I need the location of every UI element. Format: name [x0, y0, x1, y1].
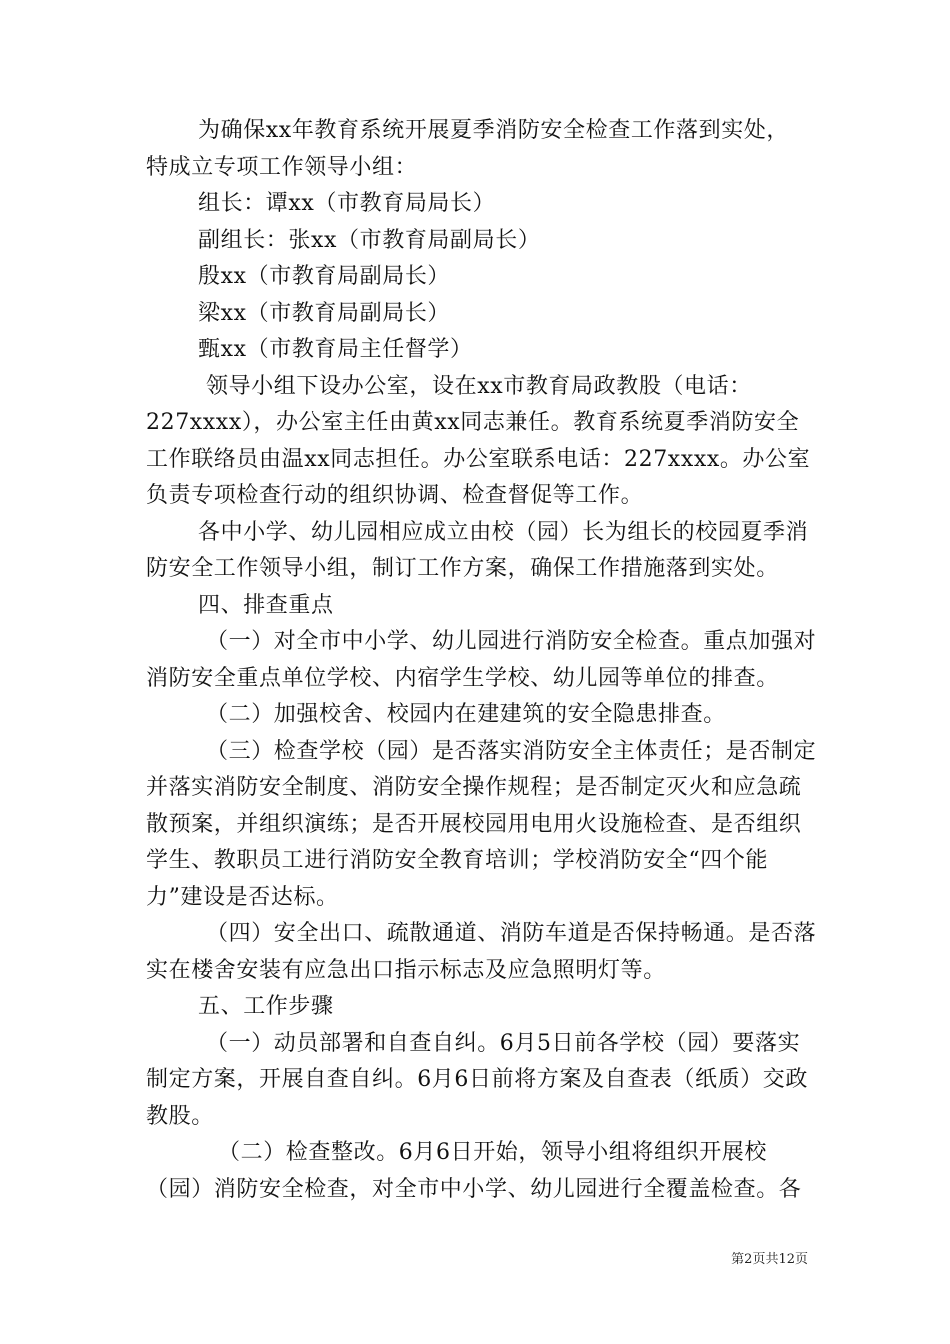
paragraph-line: （二）检查整改。6月6日开始，领导小组将组织开展校	[218, 1140, 767, 1165]
member-line: 梁xx（市教育局副局长）	[198, 300, 451, 326]
document-body	[146, 113, 817, 1208]
paragraph-line: （园）消防安全检查，对全市中小学、幼儿园进行全覆盖检查。各	[146, 1176, 802, 1202]
paragraph-line: 负责专项检查行动的组织协调、检查督促等工作。	[146, 483, 644, 508]
paragraph-line: （四）安全出口、疏散通道、消防车道是否保持畅通。是否落	[206, 921, 817, 946]
paragraph-line: 工作联络员由温xx同志担任。办公室联系电话：227xxxx。办公室	[146, 446, 811, 472]
paragraph-line: 学生、教职员工进行消防安全教育培训；学校消防安全“四个能	[146, 848, 769, 873]
paragraph-line: （三）检查学校（园）是否落实消防安全主体责任；是否制定	[206, 738, 817, 764]
paragraph-line: 实在楼舍安装有应急出口指示标志及应急照明灯等。	[146, 957, 666, 983]
paragraph-line: （一）对全市中小学、幼儿园进行消防安全检查。重点加强对	[206, 629, 817, 654]
paragraph-line: 散预案，并组织演练；是否开展校园用电用火设施检查、是否组织	[146, 811, 802, 837]
section-heading: 五、工作步骤	[198, 994, 334, 1019]
paragraph-line: 特成立专项工作领导小组：	[146, 154, 418, 180]
paragraph-line: 领导小组下设办公室，设在xx市教育局政教股（电话：	[206, 373, 752, 399]
paragraph-line: 消防安全重点单位学校、内宿学生学校、幼儿园等单位的排查。	[146, 665, 779, 691]
paragraph-line: 制定方案，开展自查自纠。6月6日前将方案及自查表（纸质）交政	[146, 1067, 808, 1092]
paragraph-line: （一）动员部署和自查自纠。6月5日前各学校（园）要落实	[206, 1030, 801, 1056]
section-heading: 四、排查重点	[198, 592, 334, 618]
paragraph-line: （二）加强校舍、校园内在建建筑的安全隐患排查。	[206, 702, 726, 727]
paragraph-line: 各中小学、幼儿园相应成立由校（园）长为组长的校园夏季消	[198, 519, 809, 545]
paragraph-line: 力”建设是否达标。	[146, 884, 339, 910]
paragraph-line: 为确保xx年教育系统开展夏季消防安全检查工作落到实处，	[198, 118, 790, 143]
deputy-leader-line: 副组长：张xx（市教育局副局长）	[198, 227, 541, 253]
paragraph-line: 227xxxx），办公室主任由黄xx同志兼任。教育系统夏季消防安全	[146, 410, 800, 435]
paragraph-line: 教股。	[146, 1103, 214, 1129]
member-line: 甄xx（市教育局主任督学）	[198, 337, 473, 362]
member-line: 殷xx（市教育局副局长）	[198, 264, 451, 289]
paragraph-line: 并落实消防安全制度、消防安全操作规程；是否制定灭火和应急疏	[146, 775, 802, 800]
leader-line: 组长：谭xx（市教育局局长）	[198, 191, 496, 216]
paragraph-line: 防安全工作领导小组，制订工作方案，确保工作措施落到实处。	[146, 556, 779, 581]
page-number: 第2页共12页	[731, 1252, 808, 1267]
